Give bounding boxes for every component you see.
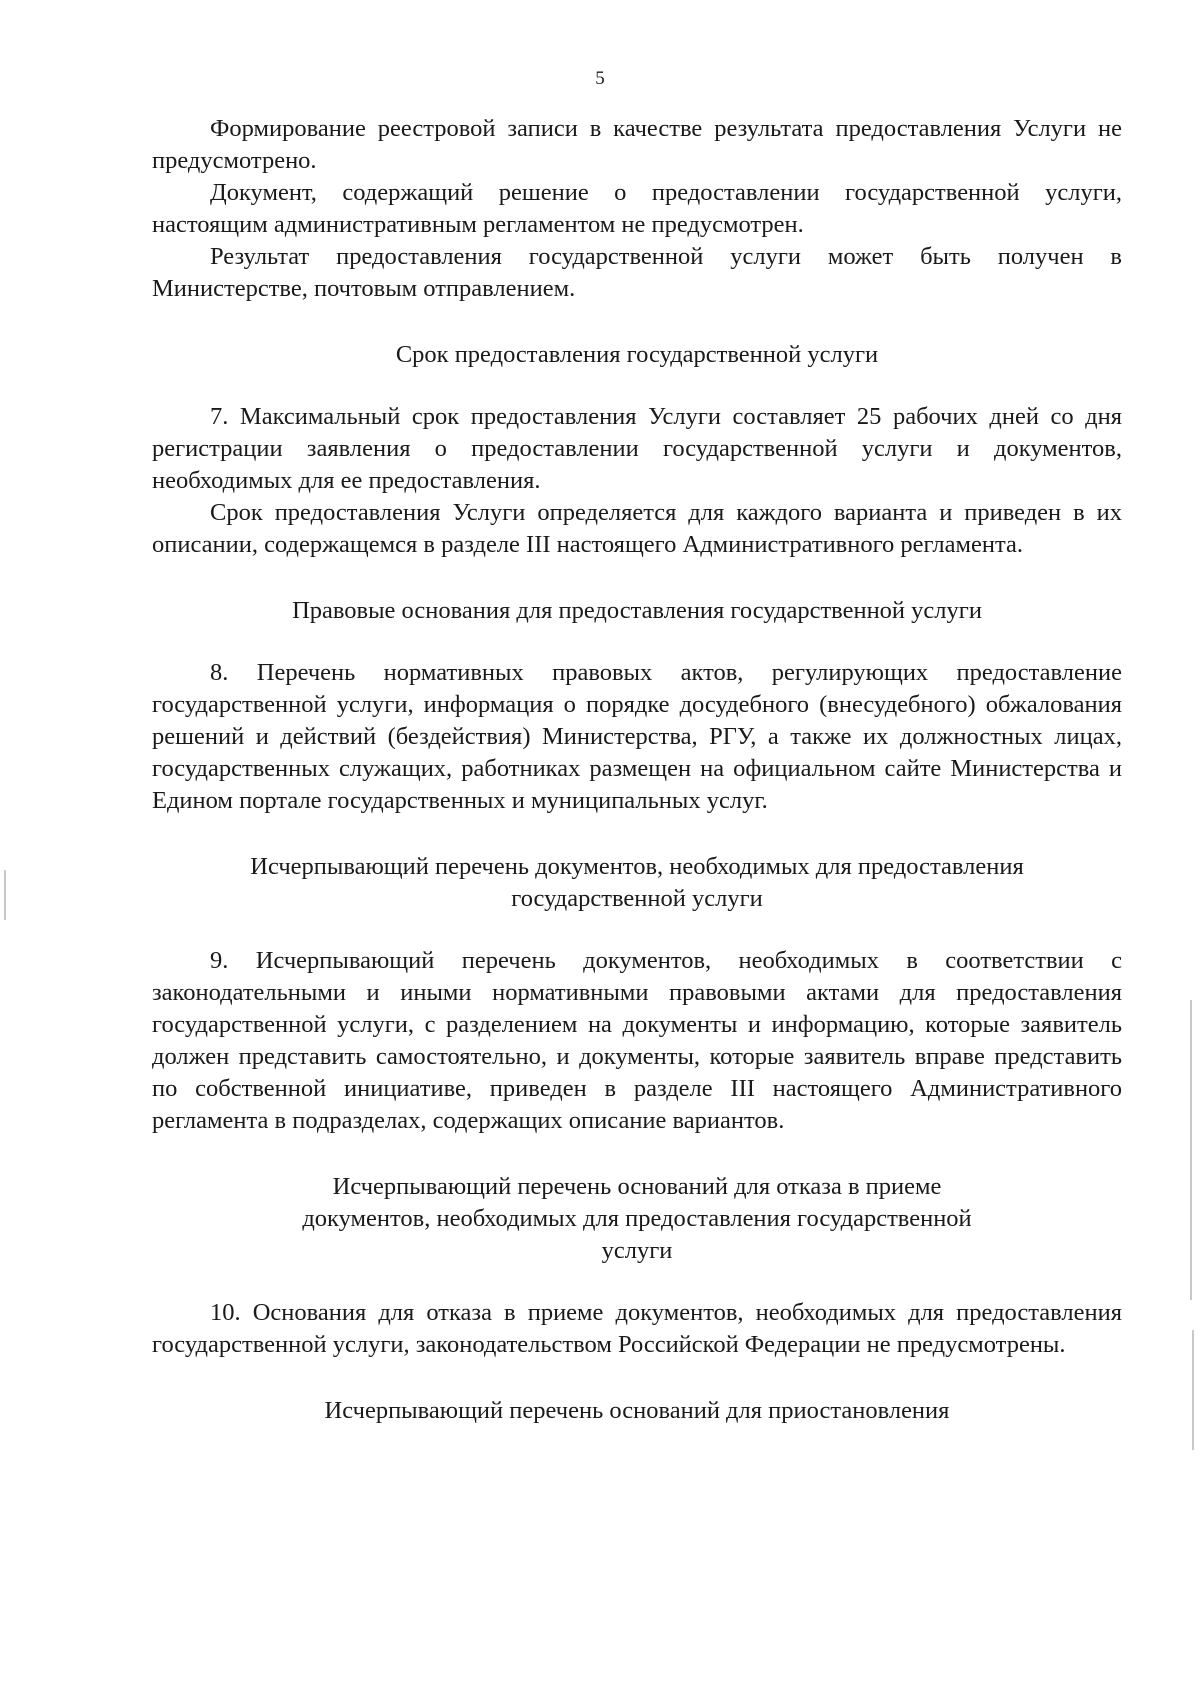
document-body (152, 113, 1122, 1427)
section-heading-refusal-grounds: Исчерпывающий перечень оснований для отказа в приеме документов, необходимых для предоставления государственной услуги (302, 1173, 972, 1264)
scan-edge-mark-right (1190, 1000, 1192, 1300)
paragraph-item-7: 7. Максимальный срок предоставления Услуги составляет 25 рабочих дней со дня регистрации заявления о предоставлении государственной услуги и документов, необходимых для ее предоставления. (152, 403, 1122, 494)
scan-edge-mark-right-lower (1192, 1330, 1194, 1450)
paragraph-result-delivery: Результат предоставления государственной услуги может быть получен в Министерстве, почтовым отправлением. (152, 243, 1122, 302)
paragraph-item-8: 8. Перечень нормативных правовых актов, регулирующих предоставление государственной услуги, информация о порядке досудебного (внесудебного) обжалования решений и действий (бездействия) Министерства, РГУ, а также их должностных лицах, государственных служащих, работниках размещен на официальном сайте Министерства и Едином портале государственных и муниципальных услуг. (152, 659, 1122, 814)
section-heading-documents-list: Исчерпывающий перечень документов, необходимых для предоставления государственной услуги (250, 853, 1024, 912)
paragraph-decision-document: Документ, содержащий решение о предоставлении государственной услуги, настоящим административным регламентом не предусмотрен. (152, 179, 1122, 238)
paragraph-registry-record: Формирование реестровой записи в качестве результата предоставления Услуги не предусмотрено. (152, 115, 1122, 174)
paragraph-item-10: 10. Основания для отказа в приеме документов, необходимых для предоставления государственной услуги, законодательством Российской Федерации не предусмотрены. (152, 1299, 1122, 1358)
page-number: 5 (595, 68, 605, 89)
paragraph-term-variants: Срок предоставления Услуги определяется для каждого варианта и приведен в их описании, содержащемся в разделе III настоящего Административного регламента. (152, 499, 1122, 558)
scan-edge-mark-left (4, 870, 6, 920)
section-heading-suspension-grounds: Исчерпывающий перечень оснований для приостановления (324, 1397, 950, 1424)
paragraph-item-9: 9. Исчерпывающий перечень документов, необходимых в соответствии с законодательными и иными нормативными правовыми актами для предоставления государственной услуги, с разделением на документы и информацию, которые заявитель должен представить самостоятельно, и документы, которые заявитель вправе представить по собственной инициативе, приведен в разделе III настоящего Административного регламента в подразделах, содержащих описание вариантов. (152, 947, 1122, 1134)
section-heading-term: Срок предоставления государственной услуги (395, 341, 879, 368)
section-heading-legal-basis: Правовые основания для предоставления государственной услуги (292, 597, 982, 624)
